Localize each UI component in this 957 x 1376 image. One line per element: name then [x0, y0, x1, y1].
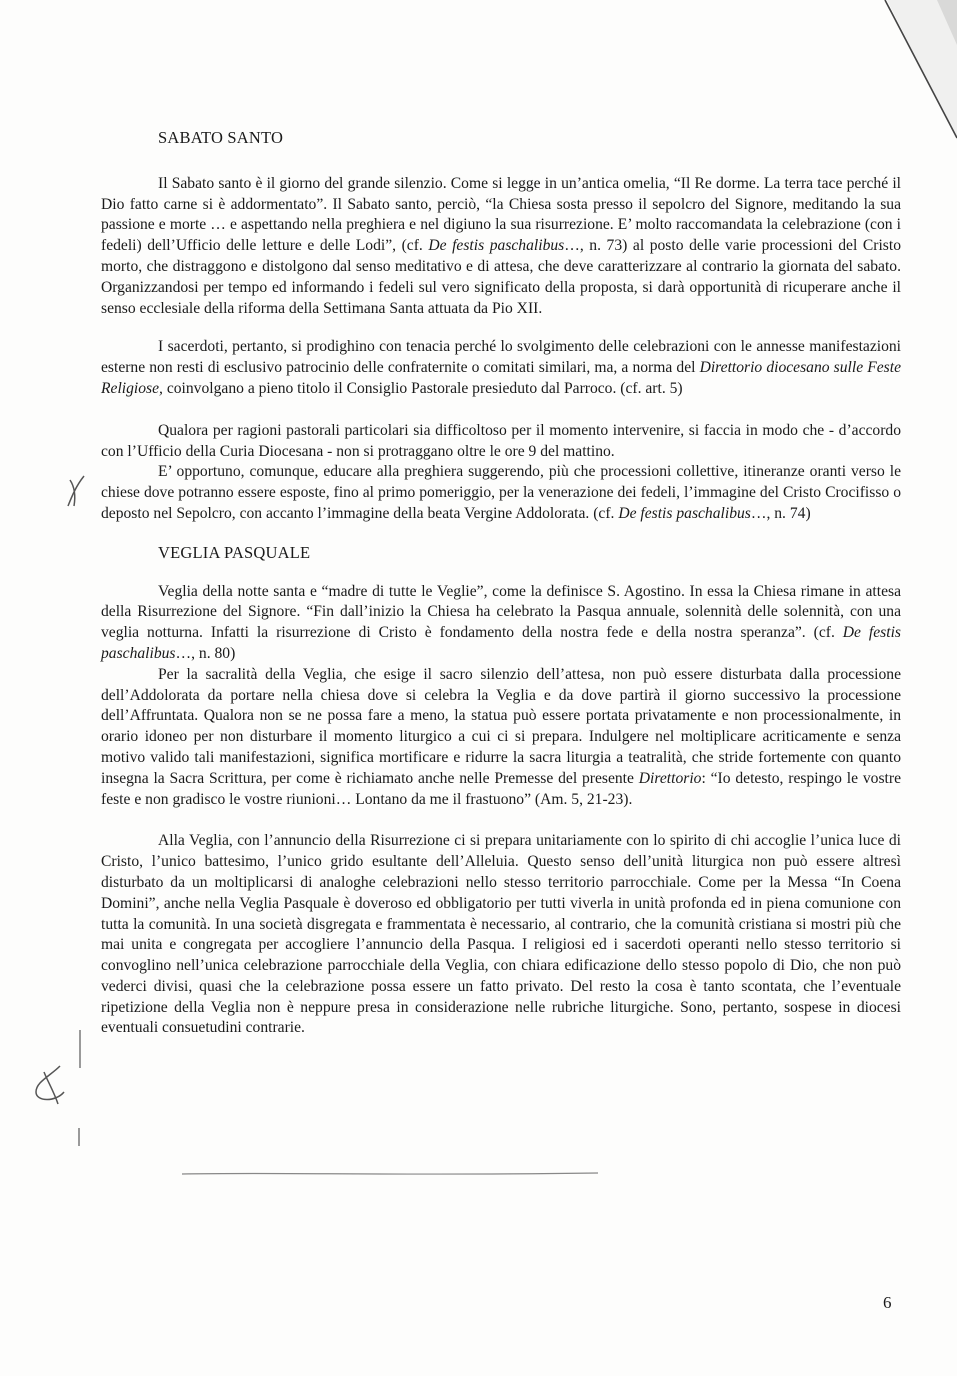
paragraph-sabato-4 — [101, 462, 901, 524]
paragraph-text: E’ opportuno, comunque, educare alla preghiera suggerendo, più che processioni collettive, itineranze oranti verso le chiese dove potranno essere esposte, fino al primo pomeriggio, per la venerazione dei fedeli, l’immagine del Cristo Crocifisso o deposto nel Sepolcro, con accanto l’immagine della beata Vergine Addolorata. (cf. — [101, 463, 901, 522]
handwritten-x-mark-1 — [60, 472, 100, 512]
paragraph-text: : “Io detesto, respingo le vostre feste e non gradisco le vostre riunioni… Lontano da me il frastuono” (Am. 5, 21-23). — [101, 769, 901, 808]
citation-title: Direttorio diocesano sulle Feste Religiose, — [101, 359, 902, 397]
section-title-sabato-santo: SABATO SANTO — [158, 128, 284, 147]
citation-title: Direttorio — [638, 769, 702, 787]
paragraph-sabato-2 — [101, 337, 901, 399]
paragraph-text: …, n. 73) al posto delle varie processioni del Cristo morto, che distraggono e distolgono dal senso meditativo e di attesa, che deve caratterizzare al contrario la giornata del sabato. Organizzandosi per tempo ed informando i fedeli sul vero significato della proposta, si darà opportunità di ricuperare anche il senso ecclesiale della riforma della Settimana Santa attuata da Pio XII. — [101, 237, 901, 317]
paragraph-text: Veglia della notte santa e “madre di tutte le Veglie”, come la definisce S. Agostino. In essa la Chiesa rimane in attesa della Risurrezione del Signore. “Fin dall’inizio la Chiesa ha celebrato la Pasqua annuale, solennità delle solennità, con una veglia notturna. Infatti la risurrezione di Cristo è fondamento della nostra fede e della nostra speranza”. (cf. — [101, 582, 901, 642]
paragraph-veglia-2 — [101, 665, 901, 811]
paragraph-text: …, n. 80) — [175, 644, 236, 662]
paragraph-sabato-3: Qualora per ragioni pastorali particolari sia difficoltoso per il momento intervenire, si faccia in modo che - d’accordo con l’Ufficio della Curia Diocesana - non si protraggano oltre le ore 9 del mattino. — [101, 421, 901, 460]
pencil-underline-mark — [180, 1168, 600, 1180]
paragraph-text: Per la sacralità della Veglia, che esige il sacro silenzio dell’attesa, non può essere disturbata dalla processione dell’Addolorata da portare nella chiesa dove si celebra la Veglia e da dove partirà il giorno successivo la processione dell’Affruntata. Qualora non se ne possa fare a meno, la statua può essere portata privatamente e non processionalmente, in orario idoneo per non disturbare il momento liturgico a cui ci si prepara. Indulgere nel moltiplicare acriticamente e senza motivo valido tali manifestazioni, significa mortificare e ridurre la sacra liturgia a teatralità, che stride fortemente con quanto insegna la Sacra Scrittura, per come è richiamato anche nelle Premesse del presente — [101, 665, 901, 787]
citation-title: De festis paschalibus — [428, 237, 565, 255]
paragraph-veglia-3: Alla Veglia, con l’annuncio della Risurrezione ci si prepara unitariamente con lo spirito di chi accoglie l’unica luce di Cristo, l’unico battesimo, l’unico grido esultante dell’Alleluia. Questo senso dell’unità liturgica non può essere altresì disturbato da un moltiplicarsi di analoghe celebrazioni nello stesso territorio parrocchiale. Come per la Messa “In Coena Domini”, anche nella Veglia Pasquale è doveroso ed obbligatorio per tutti viverla in unità profonda ed in piena comunione con tutta la comunità. In una società disgregata e frammentata è necessario, al contrario, che la comunità cristiana si mostri più che mai unita e congregata per accogliere l’annuncio della Pasqua. I religiosi ed i sacerdoti operanti nello stesso territorio si convoglino nell’unica celebrazione parrocchiale della Veglia, con chiara edificazione dello stesso popolo di Dio, che non può vederci divisi, quasi che la celebrazione possa essere un fatto privato. Del resto la cosa è tanto scontata, che l’eventuale ripetizione della Veglia non è neppure presa in considerazione nelle rubriche liturgiche. Sono, pertanto, sospese in diocesi eventuali consuetudini contrarie. — [101, 832, 901, 1037]
citation-title: De festis paschalibus — [101, 624, 901, 662]
margin-line-mark — [74, 1028, 86, 1148]
handwritten-x-mark-2 — [30, 1062, 74, 1106]
paragraph-text: I sacerdoti, pertanto, si prodighino con tenacia perché lo svolgimento delle celebrazioni con le annesse manifestazioni esterne non resti di esclusivo patrocinio delle confraternite o comitati similari, ma, a norma del — [101, 338, 901, 377]
paragraph-veglia-1 — [101, 582, 901, 665]
paragraph-text: …, n. 74) — [750, 504, 811, 522]
folded-corner-shadow — [877, 0, 957, 140]
paragraph-text: Il Sabato santo è il giorno del grande silenzio. Come si legge in un’antica omelia, “Il Re dorme. La terra tace perché il Dio fatto carne si è addormentato”. Il Sabato santo, perciò, “la Chiesa sosta presso il sepolcro del Signore, meditando la sua passione e morte … e aspettando nella preghiera e nel digiuno la sua risurrezione. E’ molto raccomandata la celebrazione (con i fedeli) dell’Ufficio delle letture e delle Lodi”, (cf. — [101, 174, 901, 255]
page-number: 6 — [883, 1293, 892, 1312]
document-body — [101, 128, 901, 1039]
citation-title: De festis paschalibus — [618, 504, 751, 522]
paragraph-text: coinvolgano a pieno titolo il Consiglio Pastorale presieduto dal Parroco. (cf. art. 5) — [162, 379, 683, 397]
paragraph-sabato-1 — [101, 174, 901, 320]
section-title-veglia-pasquale: VEGLIA PASQUALE — [158, 542, 311, 562]
